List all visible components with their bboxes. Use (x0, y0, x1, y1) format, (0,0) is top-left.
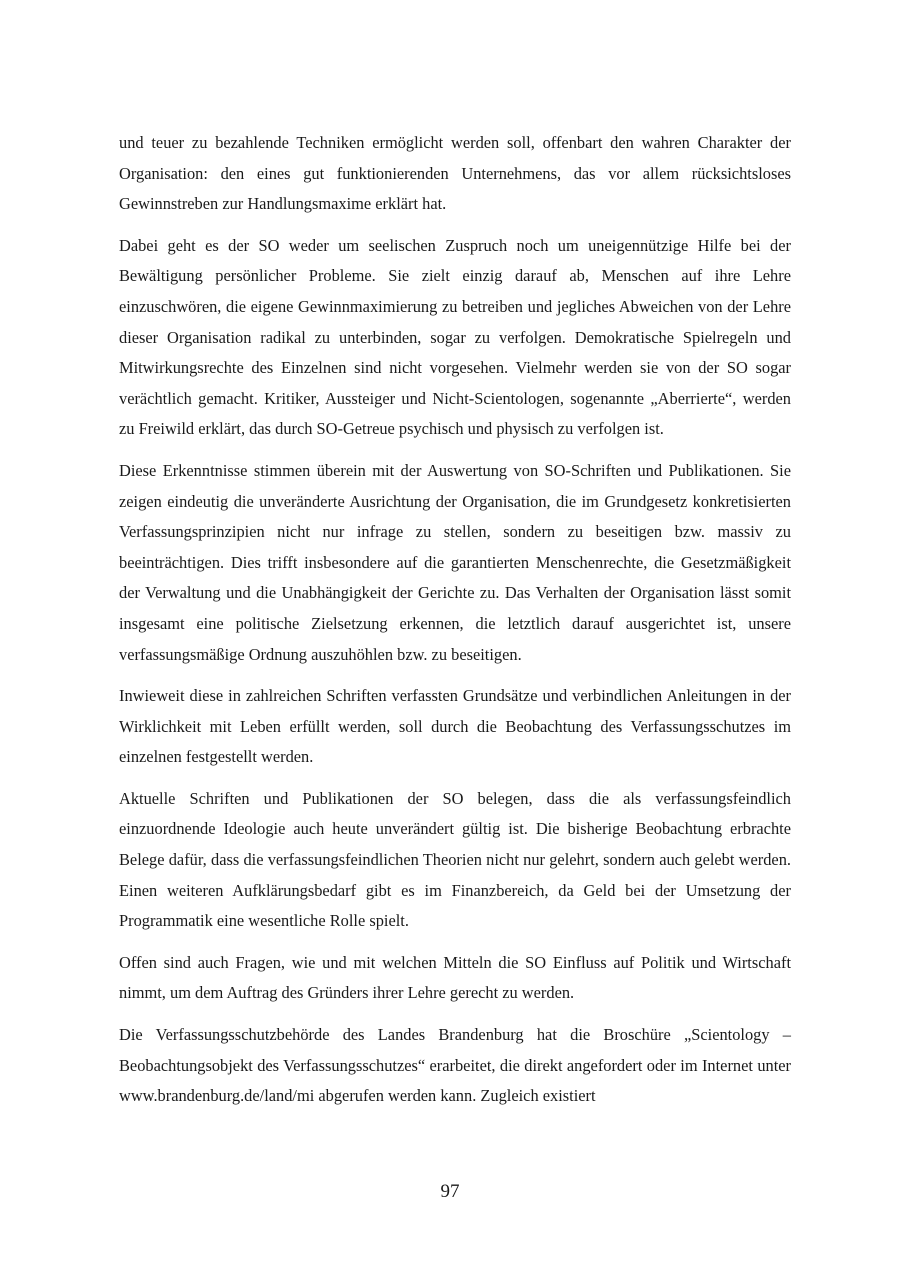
paragraph: Diese Erkenntnisse stimmen überein mit der Auswertung von SO-Schriften und Publikationen. Sie zeigen eindeutig die unveränderte Ausrichtung der Organisation, die im Grundgesetz konkretisierten Verfassungsprinzipien nicht nur infrage zu stellen, sondern zu beseitigen bzw. massiv zu beeinträchtigen. Dies trifft insbesondere auf die garantierten Menschenrechte, die Gesetzmäßigkeit der Verwaltung und die Unabhängigkeit der Gerichte zu. Das Verhalten der Organisation lässt somit insgesamt eine politische Zielsetzung erkennen, die letztlich darauf ausgerichtet ist, unsere verfassungsmäßige Ordnung auszuhöhlen bzw. zu beseitigen. (119, 460, 791, 664)
paragraph: Dabei geht es der SO weder um seelischen Zuspruch noch um uneigennützige Hilfe bei der Bewältigung persönlicher Probleme. Sie zielt einzig darauf ab, Menschen auf ihre Lehre einzuschwören, die eigene Gewinnmaximierung zu betreiben und jegliches Abweichen von der Lehre dieser Organisation radikal zu unterbinden, sogar zu verfolgen. Demokratische Spielregeln und Mitwirkungsrechte des Einzelnen sind nicht vorgesehen. Vielmehr werden sie von der SO sogar verächtlich gemacht. Kritiker, Aussteiger und Nicht-Scientologen, sogenannte „Aberrierte“, werden zu Freiwild erklärt, das durch SO-Getreue psychisch und physisch zu verfolgen ist. (119, 235, 791, 439)
page-number: 97 (440, 1181, 460, 1202)
paragraph: und teuer zu bezahlende Techniken ermöglicht werden soll, offenbart den wahren Charakter der Organisation: den eines gut funktionierenden Unternehmens, das vor allem rücksichtsloses Gewinnstreben zur Handlungsmaxime erklärt hat. (119, 133, 791, 214)
body-text (119, 128, 791, 1123)
paragraph: Offen sind auch Fragen, wie und mit welchen Mitteln die SO Einfluss auf Politik und Wirtschaft nimmt, um dem Auftrag des Gründers ihrer Lehre gerecht zu werden. (119, 952, 791, 1003)
paragraph: Aktuelle Schriften und Publikationen der SO belegen, dass die als verfassungsfeindlich einzuordnende Ideologie auch heute unverändert gültig ist. Die bisherige Beobachtung erbrachte Belege dafür, dass die verfassungsfeindlichen Theorien nicht nur gelehrt, sondern auch gelebt werden. Einen weiteren Aufklärungsbedarf gibt es im Finanzbereich, da Geld bei der Umsetzung der Programmatik eine wesentliche Rolle spielt. (119, 788, 791, 931)
paragraph: Die Verfassungsschutzbehörde des Landes Brandenburg hat die Broschüre „Scientology – Beobachtungsobjekt des Verfassungsschutzes“ erarbeitet, die direkt angefordert oder im Internet unter www.brandenburg.de/land/mi abgerufen werden kann. Zugleich existiert (119, 1025, 791, 1106)
paragraph: Inwieweit diese in zahlreichen Schriften verfassten Grundsätze und verbindlichen Anleitungen in der Wirklichkeit mit Leben erfüllt werden, soll durch die Beobachtung des Verfassungsschutzes im einzelnen festgestellt werden. (119, 686, 791, 767)
